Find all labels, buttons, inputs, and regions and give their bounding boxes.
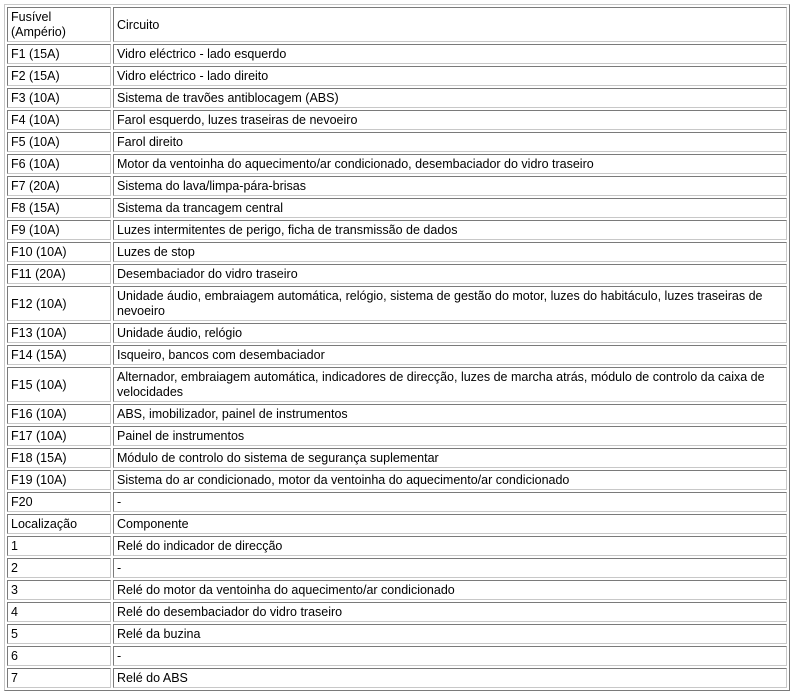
- circuit-cell: ABS, imobilizador, painel de instrumentos: [113, 404, 787, 424]
- table-row: [7, 646, 787, 666]
- fuse-cell: F17 (10A): [7, 426, 111, 446]
- fuse-cell: F16 (10A): [7, 404, 111, 424]
- fuse-cell: F13 (10A): [7, 323, 111, 343]
- fuse-header-row: [7, 7, 787, 42]
- table-row: [7, 448, 787, 468]
- table-row: [7, 602, 787, 622]
- fuse-cell: F2 (15A): [7, 66, 111, 86]
- circuit-cell: Vidro eléctrico - lado direito: [113, 66, 787, 86]
- table-row: [7, 624, 787, 644]
- fuse-relay-table: [4, 4, 790, 691]
- table-row: [7, 404, 787, 424]
- component-cell: -: [113, 558, 787, 578]
- circuit-cell: Vidro eléctrico - lado esquerdo: [113, 44, 787, 64]
- component-cell: Relé do ABS: [113, 668, 787, 688]
- circuit-cell: Motor da ventoinha do aquecimento/ar condicionado, desembaciador do vidro traseiro: [113, 154, 787, 174]
- circuit-cell: Sistema do lava/limpa-pára-brisas: [113, 176, 787, 196]
- circuit-cell: Luzes intermitentes de perigo, ficha de transmissão de dados: [113, 220, 787, 240]
- circuit-cell: Isqueiro, bancos com desembaciador: [113, 345, 787, 365]
- location-cell: 2: [7, 558, 111, 578]
- table-row: [7, 44, 787, 64]
- location-cell: 1: [7, 536, 111, 556]
- table-row: [7, 66, 787, 86]
- table-row: [7, 110, 787, 130]
- table-row: [7, 345, 787, 365]
- relay-header-row: [7, 514, 787, 534]
- circuit-header-cell: Circuito: [113, 7, 787, 42]
- fuse-header-line1: Fusível: [11, 10, 52, 24]
- fuse-cell: F6 (10A): [7, 154, 111, 174]
- circuit-cell: Sistema do ar condicionado, motor da ventoinha do aquecimento/ar condicionado: [113, 470, 787, 490]
- circuit-cell: Luzes de stop: [113, 242, 787, 262]
- circuit-cell: Sistema da trancagem central: [113, 198, 787, 218]
- circuit-cell: Sistema de travões antiblocagem (ABS): [113, 88, 787, 108]
- circuit-cell: Farol direito: [113, 132, 787, 152]
- table-row: [7, 286, 787, 321]
- table-row: [7, 367, 787, 402]
- component-cell: -: [113, 646, 787, 666]
- fuse-cell: F3 (10A): [7, 88, 111, 108]
- table-row: [7, 470, 787, 490]
- fuse-header-line2: (Ampério): [11, 25, 66, 39]
- circuit-cell: Farol esquerdo, luzes traseiras de nevoeiro: [113, 110, 787, 130]
- circuit-cell: -: [113, 492, 787, 512]
- fuse-cell: F9 (10A): [7, 220, 111, 240]
- fuse-cell: F12 (10A): [7, 286, 111, 321]
- location-cell: 4: [7, 602, 111, 622]
- fuse-cell: F15 (10A): [7, 367, 111, 402]
- circuit-cell: Unidade áudio, relógio: [113, 323, 787, 343]
- circuit-cell: Desembaciador do vidro traseiro: [113, 264, 787, 284]
- table-row: [7, 242, 787, 262]
- table-row: [7, 132, 787, 152]
- location-cell: 5: [7, 624, 111, 644]
- circuit-cell: Módulo de controlo do sistema de segurança suplementar: [113, 448, 787, 468]
- fuse-cell: F7 (20A): [7, 176, 111, 196]
- component-cell: Relé do indicador de direcção: [113, 536, 787, 556]
- component-cell: Relé do desembaciador do vidro traseiro: [113, 602, 787, 622]
- fuse-cell: F19 (10A): [7, 470, 111, 490]
- fuse-cell: F4 (10A): [7, 110, 111, 130]
- table-row: [7, 580, 787, 600]
- location-cell: 7: [7, 668, 111, 688]
- table-row: [7, 536, 787, 556]
- component-cell: Relé do motor da ventoinha do aquecimento/ar condicionado: [113, 580, 787, 600]
- table-row: [7, 426, 787, 446]
- table-row: [7, 323, 787, 343]
- fuse-cell: F20: [7, 492, 111, 512]
- table-row: [7, 220, 787, 240]
- table-row: [7, 264, 787, 284]
- fuse-cell: F18 (15A): [7, 448, 111, 468]
- fuse-cell: F11 (20A): [7, 264, 111, 284]
- location-header-cell: Localização: [7, 514, 111, 534]
- component-cell: Relé da buzina: [113, 624, 787, 644]
- location-cell: 6: [7, 646, 111, 666]
- table-row: [7, 492, 787, 512]
- location-cell: 3: [7, 580, 111, 600]
- fuse-cell: F14 (15A): [7, 345, 111, 365]
- circuit-cell: Painel de instrumentos: [113, 426, 787, 446]
- fuse-header-cell: [7, 7, 111, 42]
- table-row: [7, 558, 787, 578]
- fuse-cell: F10 (10A): [7, 242, 111, 262]
- fuse-cell: F1 (15A): [7, 44, 111, 64]
- table-row: [7, 154, 787, 174]
- component-header-cell: Componente: [113, 514, 787, 534]
- fuse-cell: F8 (15A): [7, 198, 111, 218]
- circuit-cell: Unidade áudio, embraiagem automática, relógio, sistema de gestão do motor, luzes do habitáculo, luzes traseiras de nevoeiro: [113, 286, 787, 321]
- table-row: [7, 88, 787, 108]
- circuit-cell: Alternador, embraiagem automática, indicadores de direcção, luzes de marcha atrás, módulo de controlo da caixa de velocidades: [113, 367, 787, 402]
- table-row: [7, 176, 787, 196]
- fuse-cell: F5 (10A): [7, 132, 111, 152]
- table-row: [7, 198, 787, 218]
- table-row: [7, 668, 787, 688]
